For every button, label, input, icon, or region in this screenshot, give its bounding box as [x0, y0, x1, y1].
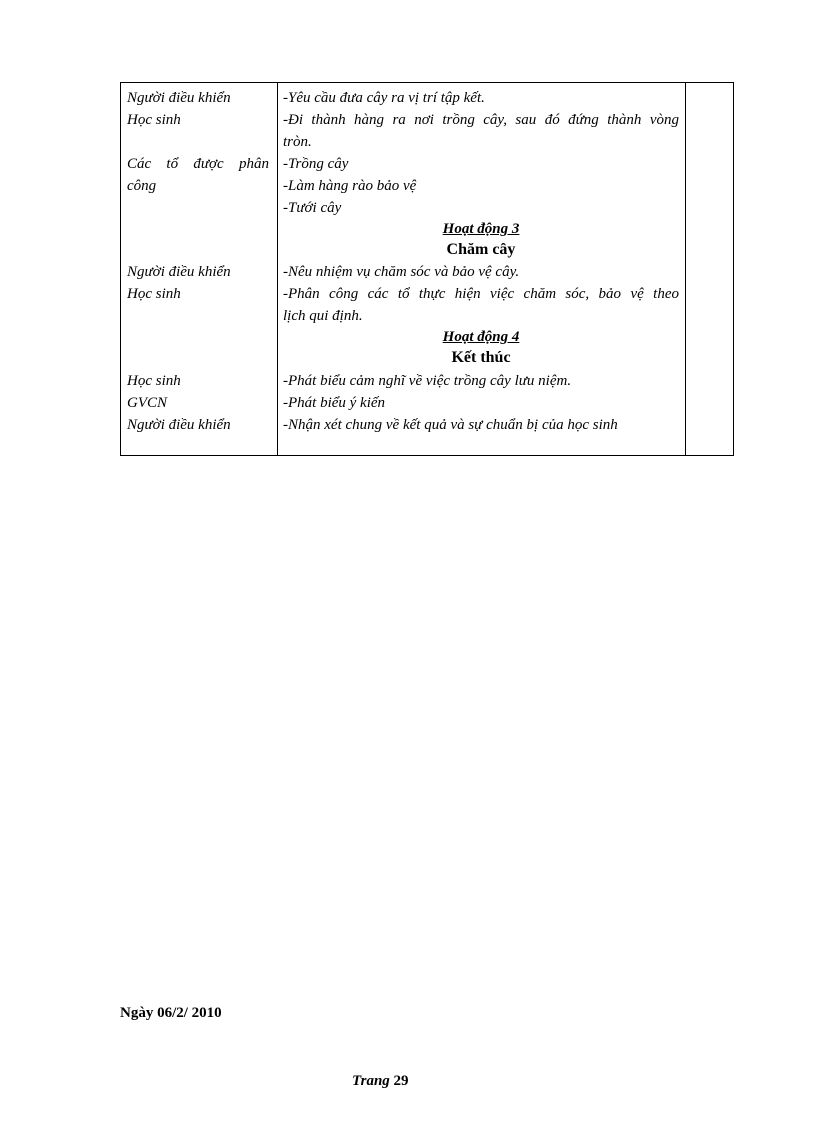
role-label: GVCN [127, 395, 168, 411]
content-line: -Nêu nhiệm vụ chăm sóc và bảo vệ cây. [283, 264, 520, 280]
content-line: lịch qui định. [283, 308, 363, 324]
activity-3-title: Hoạt động 3 [442, 221, 520, 237]
role-label: công [127, 178, 157, 194]
role-label: Học sinh [127, 112, 181, 128]
content-line: -Làm hàng rào bảo vệ [283, 178, 417, 194]
page-label: Trang [352, 1073, 390, 1089]
role-label: Học sinh [127, 373, 181, 389]
content-line: tròn. [283, 134, 312, 150]
content-line: -Đi thành hàng ra nơi trồng cây, sau đó đứng thành vòng [283, 112, 679, 128]
content-line: -Nhận xét chung về kết quả và sự chuẩn bị của học sinh [283, 417, 618, 433]
content-line: -Yêu cầu đưa cây ra vị trí tập kết. [283, 90, 485, 106]
activity-4-subtitle: Kết thúc [451, 349, 511, 366]
role-label: Các tổ được phân [127, 156, 269, 172]
column-divider [685, 83, 686, 455]
page-number: 29 [393, 1073, 409, 1089]
role-label: Người điều khiển [127, 264, 231, 280]
document-date: Ngày 06/2/ 2010 [120, 1005, 222, 1021]
role-label: Học sinh [127, 286, 181, 302]
activity-table [120, 82, 734, 456]
page-footer [352, 1073, 409, 1090]
role-label: Người điều khiển [127, 417, 231, 433]
activity-3-subtitle: Chăm cây [446, 241, 516, 258]
content-line: -Phát biểu cảm nghĩ về việc trồng cây lưu niệm. [283, 373, 572, 389]
content-line: -Trồng cây [283, 156, 349, 172]
activity-4-title: Hoạt động 4 [442, 329, 520, 345]
content-line: -Tưới cây [283, 200, 342, 216]
content-line: -Phát biểu ý kiến [283, 395, 386, 411]
content-line: -Phân công các tổ thực hiện việc chăm sóc, bảo vệ theo [283, 286, 679, 302]
role-label: Người điều khiển [127, 90, 231, 106]
column-divider [277, 83, 278, 455]
